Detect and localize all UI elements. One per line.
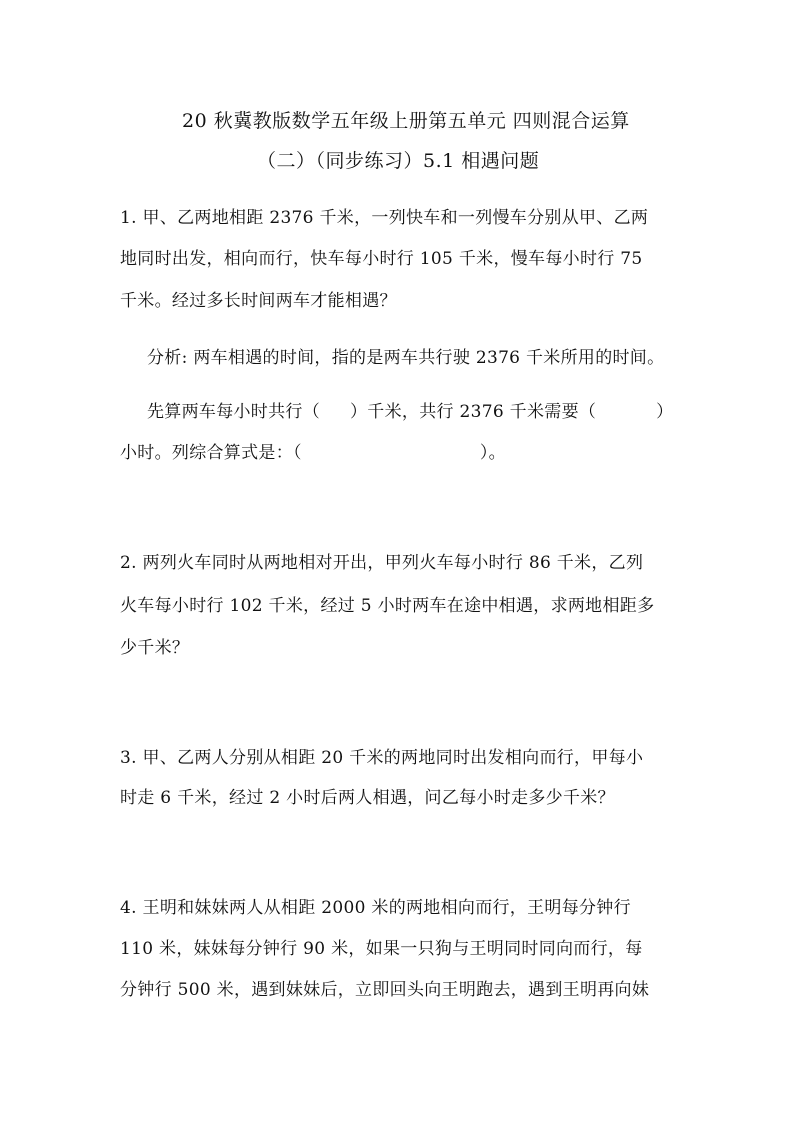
formula-text-b: ）。 <box>479 443 506 463</box>
page-title-line-2: （二）（同步练习）5.1 相遇问题 <box>257 150 540 172</box>
question-2-line-3: 少千米？ <box>120 638 190 658</box>
question-3-line-2: 时走 6 千米，经过 2 小时后两人相遇，问乙每小时走多少千米？ <box>120 788 615 808</box>
page-title-line-1: 20 秋冀教版数学五年级上册第五单元 四则混合运算 <box>182 110 630 132</box>
step-text-b: ）千米，共行 2376 千米需要（ <box>350 402 597 422</box>
step-text-c: ） <box>656 402 674 422</box>
question-1-step-line <box>147 397 673 422</box>
question-4-line-2: 110 米，妹妹每分钟行 90 米，如果一只狗与王明同时同向而行，每 <box>120 939 643 959</box>
formula-text-a: 小时。列综合算式是：（ <box>120 443 302 463</box>
question-4-line-1: 4. 王明和妹妹两人从相距 2000 米的两地相向而行，王明每分钟行 <box>120 898 631 918</box>
question-2-line-1: 2. 两列火车同时从两地相对开出，甲列火车每小时行 86 千米，乙列 <box>120 553 644 573</box>
question-1-line-1: 1. 甲、乙两地相距 2376 千米，一列快车和一列慢车分别从甲、乙两 <box>120 208 649 228</box>
question-1-analysis: 分析: 两车相遇的时间，指的是两车共行驶 2376 千米所用的时间。 <box>147 348 665 368</box>
question-1-line-3: 千米。经过多长时间两车才能相遇？ <box>120 291 397 311</box>
question-2-line-2: 火车每小时行 102 千米，经过 5 小时两车在途中相遇，求两地相距多 <box>120 596 655 616</box>
step-text-a: 先算两车每小时共行（ <box>147 402 320 422</box>
question-3-line-1: 3. 甲、乙两人分别从相距 20 千米的两地同时出发相向而行，甲每小 <box>120 748 644 768</box>
question-4-line-3: 分钟行 500 米，遇到妹妹后，立即回头向王明跑去，遇到王明再向妹 <box>120 980 650 1000</box>
question-1-formula-line <box>120 438 506 463</box>
question-1-line-2: 地同时出发，相向而行，快车每小时行 105 千米，慢车每小时行 75 <box>120 249 643 269</box>
